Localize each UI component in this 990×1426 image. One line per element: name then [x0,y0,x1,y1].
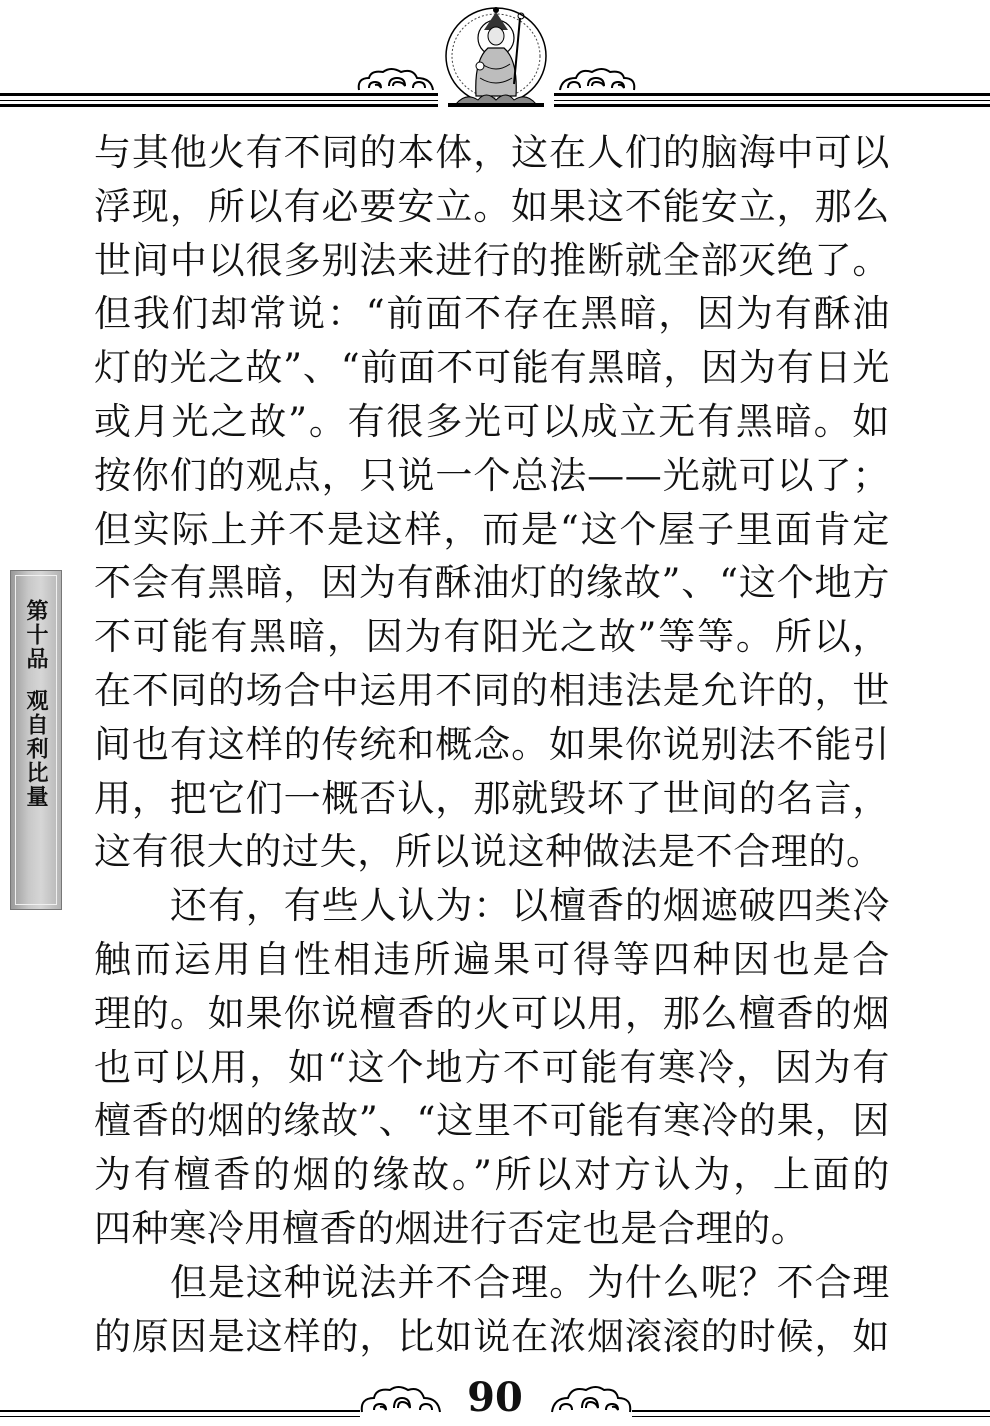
footer-rule-right-thin [632,1416,990,1417]
text-line: 间也有这样的传统和概念。如果你说别法不能引 [94,722,890,766]
text-line: 按你们的观点，只说一个总法——光就可以了； [94,453,890,497]
text-line-paragraph-start: 还有，有些人认为：以檀香的烟遮破四类冷 [170,884,890,928]
text-line: 但我们却常说：“前面不存在黑暗，因为有酥油 [94,292,890,336]
chapter-side-label [11,599,61,809]
header-rule-right-thin [552,100,990,101]
chapter-side-tab [10,570,62,910]
text-line: 世间中以很多别法来进行的推断就全部灭绝了。 [94,238,890,282]
text-line: 灯的光之故”、“前面不可能有黑暗，因为有日光 [94,346,890,390]
header-cloud-left-icon [355,66,437,94]
footer-rule-left-thin [0,1416,360,1417]
text-line: 与其他火有不同的本体，这在人们的脑海中可以 [94,131,890,174]
footer-cloud-right-icon [548,1384,634,1416]
text-line: 但实际上并不是这样，而是“这个屋子里面肯定 [94,507,890,551]
text-line: 不会有黑暗，因为有酥油灯的缘故”、“这个地方 [94,561,890,605]
header-rule-right-thick-2 [552,104,990,107]
text-line: 触而运用自性相违所遍果可得等四种因也是合 [94,937,890,981]
footer-cloud-left-icon [358,1384,444,1416]
text-line: 浮现，所以有必要安立。如果这不能安立，那么 [94,184,890,228]
page-header [0,0,990,110]
text-line: 在不同的场合中运用不同的相违法是允许的，世 [94,668,890,712]
text-line: 四种寒冷用檀香的烟进行否定也是合理的。 [94,1206,809,1250]
chapter-title: 观自利比量 [23,689,49,809]
text-line: 理的。如果你说檀香的火可以用，那么檀香的烟 [94,991,890,1035]
body-text [94,126,890,1363]
text-line: 或月光之故”。有很多光可以成立无有黑暗。如 [94,399,890,443]
text-line: 檀香的烟的缘故”、“这里不可能有寒冷的果，因 [94,1099,890,1143]
header-cloud-right-icon [556,66,638,94]
text-line-paragraph-start: 但是这种说法并不合理。为什么呢？不合理 [170,1260,890,1304]
text-line: 不可能有黑暗，因为有阳光之故”等等。所以， [94,615,890,659]
page-number: 90 [467,1374,523,1421]
text-line: 这有很大的过失，所以说这种做法是不合理的。 [94,830,884,874]
header-rule-left-thick-2 [0,104,440,107]
header-rule-left-thin [0,100,440,101]
chapter-number: 第十品 [23,599,49,671]
footer-rule-left [0,1410,360,1412]
text-line: 的原因是这样的，比如说在浓烟滚滚的时候，如 [94,1314,890,1358]
padmasambhava-figure-icon [438,4,554,108]
footer-rule-right [632,1410,990,1412]
page-footer [0,1374,990,1426]
text-line: 用，把它们一概否认，那就毁坏了世间的名言， [94,776,890,820]
text-line: 为有檀香的烟的缘故。”所以对方认为，上面的 [94,1153,890,1197]
text-line: 也可以用，如“这个地方不可能有寒冷，因为有 [94,1045,890,1089]
